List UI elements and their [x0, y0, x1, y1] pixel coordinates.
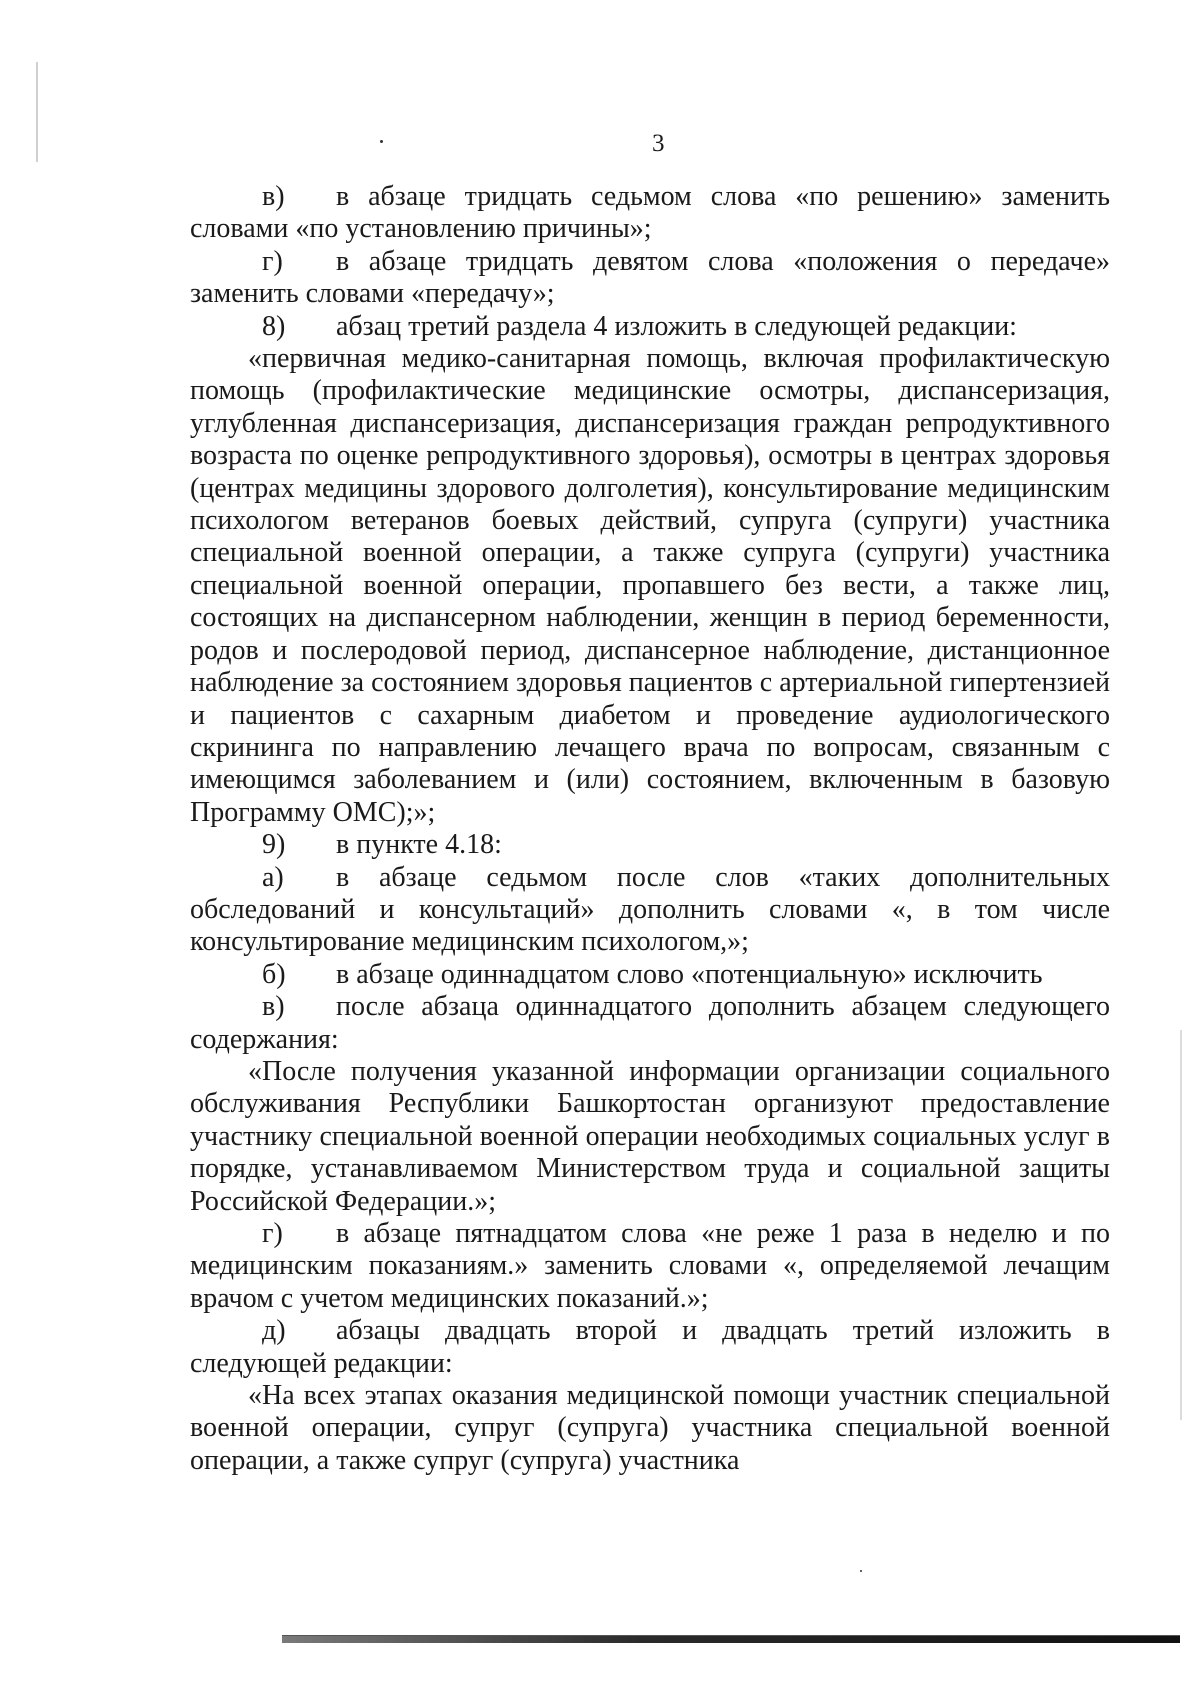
- item-text: абзацы двадцать второй и двадцать третий изложить в следующей редакции:: [190, 1315, 1110, 1379]
- scan-speck: [380, 140, 383, 143]
- item-label: в): [262, 181, 285, 212]
- item-label: в): [262, 991, 285, 1023]
- item-text: абзац третий раздела 4 изложить в следующей редакции:: [336, 310, 1017, 342]
- paragraph-item: [190, 246, 1110, 311]
- quoted-paragraph: «первичная медико-санитарная помощь, включая профилактическую помощь (профилактические медицинские осмотры, диспансеризация, углубленная диспансеризация, диспансеризация граждан репродуктивного возраста по оценке репродуктивного здоровья), осмотры в центрах здоровья (центрах медицины здорового долголетия), консультирование медицинским психологом ветеранов боевых действий, супруга (супруги) участника специальной военной операции, а также супруга (супруги) участника специальной военной операции, пропавшего без вести, а также лиц, состоящих на диспансерном наблюдении, женщин в период беременности, родов и послеродовой период, диспансерное наблюдение, дистанционное наблюдение за состоянием здоровья пациентов с артериальной гипертензией и пациентов с сахарным диабетом и проведение аудиологического скрининга по направлению лечащего врача по вопросам, связанным с имеющимся заболеванием и (или) состоянием, включенным в базовую Программу ОМС);»;: [190, 343, 1110, 828]
- paragraph-item: [190, 1315, 1110, 1380]
- paragraph-item: [190, 181, 1110, 246]
- paragraph-item: [190, 959, 1110, 991]
- paragraph-item: [190, 311, 1110, 343]
- item-label: б): [262, 958, 286, 990]
- item-text: в абзаце тридцать девятом слова «положения о передаче» заменить словами «передачу»;: [190, 245, 1110, 310]
- item-text: после абзаца одиннадцатого дополнить абзацем следующего содержания:: [190, 991, 1110, 1055]
- quoted-paragraph: «На всех этапах оказания медицинской помощи участник специальной военной операции, супруг (супруга) участника специальной военной операции, а также супруг (супруга) участника: [190, 1380, 1110, 1476]
- paragraph-item: [190, 829, 1110, 861]
- page-number: 3: [652, 130, 665, 157]
- item-label: 9): [262, 829, 286, 861]
- item-text: в абзаце седьмом после слов «таких дополнительных обследований и консультаций» дополнить словами «, в том числе консультирование медицинским психологом,»;: [190, 861, 1110, 958]
- item-text: в абзаце одиннадцатом слово «потенциальную» исключить: [336, 958, 1043, 990]
- item-label: а): [262, 861, 284, 893]
- paragraph-item: [190, 862, 1110, 959]
- item-label: 8): [262, 310, 286, 342]
- scan-edge-mark: [36, 62, 38, 162]
- quoted-paragraph: «После получения указанной информации организации социального обслуживания Республики Башкортостан организуют предоставление участнику специальной военной операции необходимых социальных услуг в порядке, устанавливаемом Министерством труда и социальной защиты Российской Федерации.»;: [190, 1055, 1110, 1217]
- item-label: д): [262, 1315, 286, 1347]
- scan-bottom-edge: [282, 1635, 1180, 1643]
- document-body: [190, 181, 1110, 1477]
- scan-speck: [860, 1570, 862, 1572]
- item-text: в пункте 4.18:: [336, 829, 502, 861]
- item-label: г): [262, 245, 283, 277]
- paragraph-item: [190, 991, 1110, 1056]
- item-text: в абзаце тридцать седьмом слова «по решению» заменить словами «по установлению причины»;: [190, 181, 1110, 245]
- paragraph-item: [190, 1218, 1110, 1315]
- scan-edge-mark: [1180, 1030, 1182, 1420]
- item-text: в абзаце пятнадцатом слова «не реже 1 раза в неделю и по медицинским показаниям.» заменить словами «, определяемой лечащим врачом с учетом медицинских показаний.»;: [190, 1218, 1110, 1314]
- item-label: г): [262, 1218, 283, 1249]
